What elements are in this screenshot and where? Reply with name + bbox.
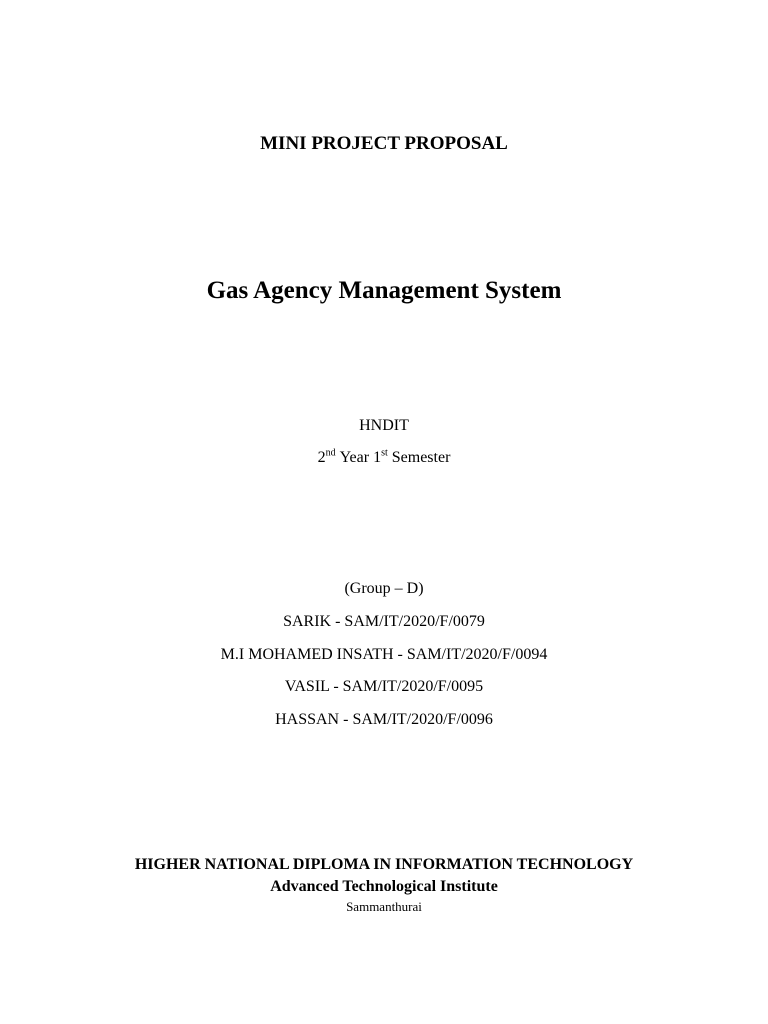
group-member: HASSAN - SAM/IT/2020/F/0096 [275, 711, 493, 728]
year-word: Year [339, 449, 370, 466]
semester-number: 1 [373, 449, 382, 466]
proposal-heading: MINI PROJECT PROPOSAL [260, 133, 508, 154]
group-member: SARIK - SAM/IT/2020/F/0079 [283, 613, 485, 630]
program-name: HNDIT [359, 417, 409, 434]
year-number: 2 [317, 449, 326, 466]
semester-line [0, 449, 768, 467]
diploma-name: HIGHER NATIONAL DIPLOMA IN INFORMATION TECHNOLOGY [134, 856, 634, 873]
institute-name: Advanced Technological Institute [270, 878, 498, 895]
institute-location: Sammanthurai [346, 899, 422, 914]
year-suffix: nd [325, 447, 336, 459]
semester-suffix: st [381, 447, 388, 459]
group-member: M.I MOHAMED INSATH - SAM/IT/2020/F/0094 [220, 646, 548, 663]
group-label: (Group – D) [344, 580, 424, 597]
document-title: Gas Agency Management System [206, 277, 562, 304]
group-member: VASIL - SAM/IT/2020/F/0095 [284, 678, 484, 695]
semester-word: Semester [391, 449, 451, 466]
